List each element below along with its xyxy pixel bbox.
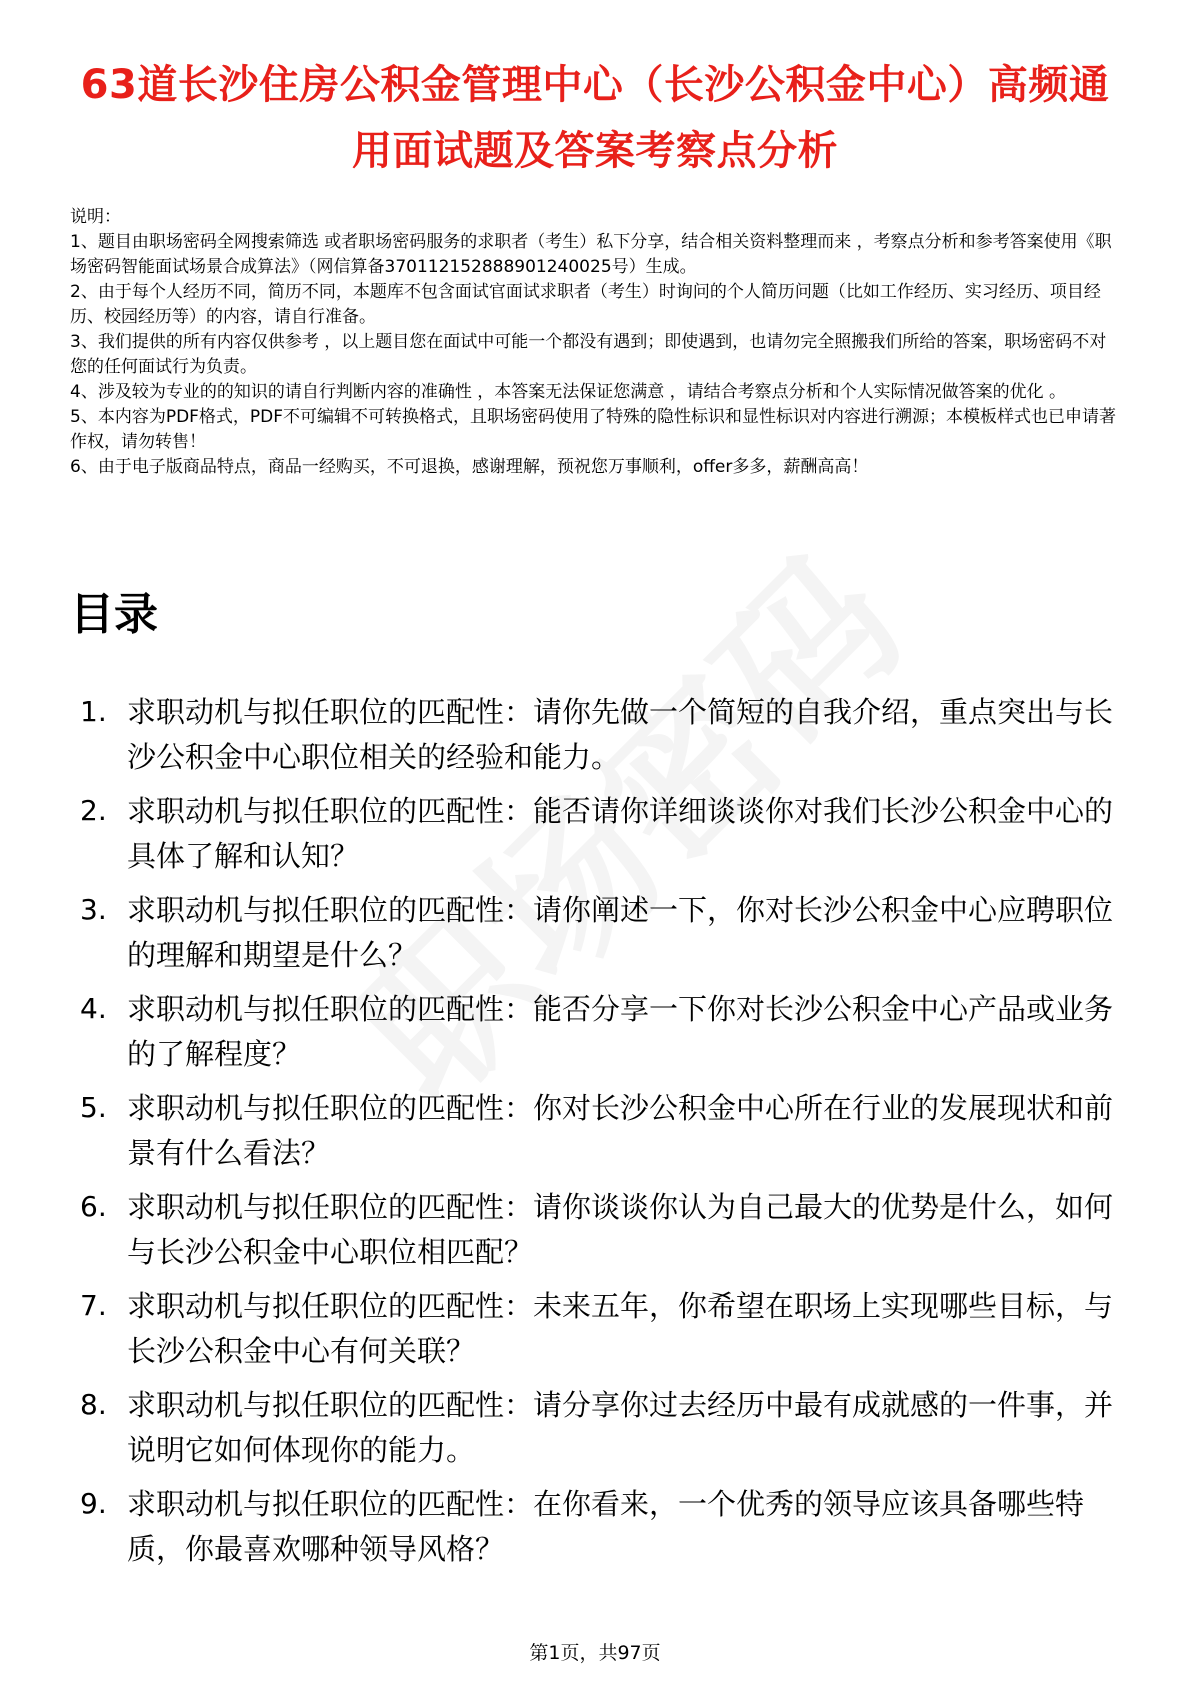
toc-item-number: 2. <box>80 794 107 827</box>
note-item: 6、由于电子版商品特点，商品一经购买，不可退换，感谢理解，预祝您万事顺利，offer多多，薪酬高高！ <box>70 457 869 477</box>
toc-item-number: 5. <box>80 1091 107 1124</box>
note-item: 5、本内容为PDF格式，PDF不可编辑不可转换格式，且职场密码使用了特殊的隐性标识和显性标识对内容进行溯源；本模板样式也已申请著作权，请勿转售！ <box>70 407 1117 452</box>
page-footer: 第1页，共97页 <box>529 1642 661 1664</box>
toc-item[interactable] <box>70 1086 1130 1185</box>
toc-list <box>70 690 1130 1581</box>
notes-heading: 说明： <box>70 207 121 227</box>
note-item: 1、题目由职场密码全网搜索筛选 或者职场密码服务的求职者（考生）私下分享，结合相关资料整理而来 ，考察点分析和参考答案使用《职场密码智能面试场景合成算法》（网信算备370112152888901240025号）生成。 <box>70 232 1112 277</box>
toc-item-text[interactable]: 求职动机与拟任职位的匹配性：请分享你过去经历中最有成就感的一件事，并说明它如何体现你的能力。 <box>127 1388 1114 1467</box>
toc-item-text[interactable]: 求职动机与拟任职位的匹配性：在你看来，一个优秀的领导应该具备哪些特质，你最喜欢哪种领导风格？ <box>127 1487 1085 1566</box>
toc-item-number: 1. <box>80 695 107 728</box>
toc-item-text[interactable]: 求职动机与拟任职位的匹配性：未来五年，你希望在职场上实现哪些目标，与长沙公积金中心有何关联？ <box>127 1289 1114 1368</box>
toc-item[interactable] <box>70 987 1130 1086</box>
toc-item[interactable] <box>70 888 1130 987</box>
toc-item-number: 3. <box>80 893 107 926</box>
toc-item-number: 8. <box>80 1388 107 1421</box>
note-item: 2、由于每个人经历不同，简历不同，本题库不包含面试官面试求职者（考生）时询问的个人简历问题（比如工作经历、实习经历、项目经历、校园经历等）的内容，请自行准备。 <box>70 282 1101 327</box>
toc-item-text[interactable]: 求职动机与拟任职位的匹配性：你对长沙公积金中心所在行业的发展现状和前景有什么看法？ <box>127 1091 1114 1170</box>
toc-item[interactable] <box>70 789 1130 888</box>
toc-item[interactable] <box>70 1185 1130 1284</box>
toc-item[interactable] <box>70 690 1130 789</box>
note-item: 4、涉及较为专业的的知识的请自行判断内容的准确性 ，本答案无法保证您满意 ，请结合考察点分析和个人实际情况做答案的优化 。 <box>70 382 1067 402</box>
toc-item-text[interactable]: 求职动机与拟任职位的匹配性：能否分享一下你对长沙公积金中心产品或业务的了解程度？ <box>127 992 1114 1071</box>
toc-item-number: 6. <box>80 1190 107 1223</box>
toc-heading: 目录 <box>70 589 158 640</box>
toc-item-text[interactable]: 求职动机与拟任职位的匹配性：能否请你详细谈谈你对我们长沙公积金中心的具体了解和认知？ <box>127 794 1114 873</box>
toc-item-number: 9. <box>80 1487 107 1520</box>
toc-item-text[interactable]: 求职动机与拟任职位的匹配性：请你阐述一下，你对长沙公积金中心应聘职位的理解和期望是什么？ <box>127 893 1114 972</box>
toc-item[interactable] <box>70 1482 1130 1581</box>
toc-item-number: 4. <box>80 992 107 1025</box>
toc-item-number: 7. <box>80 1289 107 1322</box>
toc-item[interactable] <box>70 1284 1130 1383</box>
notes-section <box>70 205 1120 480</box>
toc-item-text[interactable]: 求职动机与拟任职位的匹配性：请你谈谈你认为自己最大的优势是什么，如何与长沙公积金中心职位相匹配？ <box>127 1190 1114 1269</box>
toc-item-text[interactable]: 求职动机与拟任职位的匹配性：请你先做一个简短的自我介绍，重点突出与长沙公积金中心职位相关的经验和能力。 <box>127 695 1114 774</box>
toc-item[interactable] <box>70 1383 1130 1482</box>
note-item: 3、我们提供的所有内容仅供参考 ，以上题目您在面试中可能一个都没有遇到；即使遇到，也请勿完全照搬我们所给的答案，职场密码不对您的任何面试行为负责。 <box>70 332 1107 377</box>
document-title: 63道长沙住房公积金管理中心（长沙公积金中心）高频通用面试题及答案考察点分析 <box>80 62 1110 174</box>
